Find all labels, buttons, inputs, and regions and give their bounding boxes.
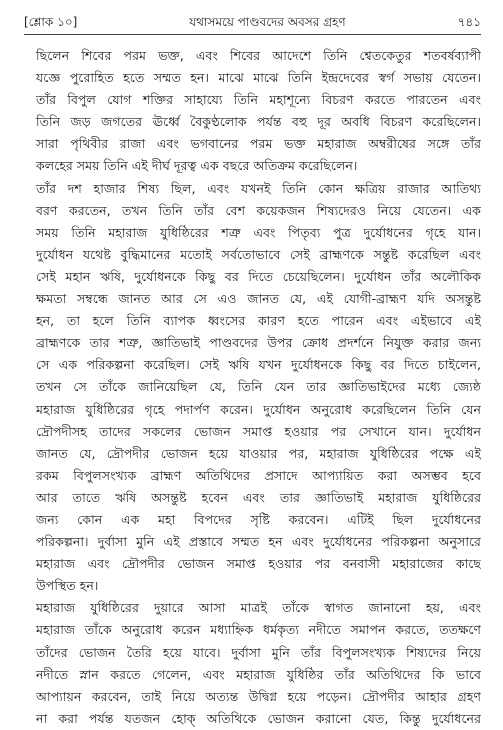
text-line: সারা পৃথিবীর রাজা এবং ভগবানের পরম ভক্ত মহারাজ অম্বরীষের সঙ্গে তাঁর bbox=[36, 136, 481, 152]
text-line: আপ্যায়ন করবেন, তাই নিয়ে অত্যন্ত উদ্বিগ্ন হয়ে পড়েন। দ্রৌপদীর আহার গ্রহণ bbox=[36, 688, 481, 704]
text-line: সেই মহান ঋষি, দুর্যোধনকে কিছু বর দিতে চেয়েছিলেন। দুর্যোধন তাঁর অলৌকিক bbox=[36, 268, 481, 284]
text-line: দ্রৌপদীসহ তাদের সকলের ভোজন সমাপ্ত হওয়ার পর সেখানে যান। দুর্যোধন bbox=[36, 423, 481, 439]
chapter-title: যথাসময়ে পাণ্ডবদের অবসর গ্রহণ bbox=[189, 15, 346, 29]
text-line: ছিলেন শিবের পরম ভক্ত, এবং শিবের আদেশে তিনি শ্বেতকেতুর শতবর্ষব্যাপী bbox=[36, 48, 481, 63]
text-line: সে এক পরিকল্পনা করেছিল। সেই ঋষি যখন দুর্যোধনকে কিছু বর দিতে চাইলেন, bbox=[36, 357, 481, 373]
paragraph-3 bbox=[24, 597, 481, 730]
text-line: না করা পর্যন্ত যতজন হোক্ অতিথিকে ভোজন করানো যেত, কিন্তু দুর্যোধনের bbox=[36, 710, 481, 726]
text-line: মহারাজ এবং দ্রৌপদীর ভোজন সমাপ্ত হওয়ার পর বনবাসী মহারাজের কাছে bbox=[36, 556, 481, 572]
text-line: বরণ করতেন, তখন তিনি তাঁর বেশ কয়েকজন শিষ্যদেরও নিয়ে যেতেন। এক bbox=[36, 202, 481, 218]
text-line: তিনি জড় জগতের ঊর্ধ্বে বৈকুণ্ঠলোক পর্যন্ত বহু দূর অবধি বিচরণ করেছিলেন। bbox=[36, 114, 481, 130]
text-line: মহারাজ তাঁকে অনুরোধ করেন মধ্যাহ্নিক ধর্মকৃত্য নদীতে সমাপন করতে, ততক্ষণে bbox=[36, 622, 481, 638]
paragraph-2 bbox=[24, 178, 481, 598]
text-line: তখন সে তাঁকে জানিয়েছিল যে, তিনি যেন তার জ্ঞাতিভাইদের মধ্যে জ্যেষ্ঠ bbox=[36, 379, 481, 395]
text-line: পরিকল্পনা। দুর্বাসা মুনি এই প্রস্তাবে সম্মত হন এবং দুর্যোধনের পরিকল্পনা অনুসারে bbox=[36, 534, 481, 550]
text-line: তাঁর বিপুল যোগ শক্তির সাহায্যে তিনি মহাশূন্যে বিচরণ করতে পারতেন এবং bbox=[36, 92, 481, 108]
text-line: কলহের সময় তিনি এই দীর্ঘ দূরত্ব এক বছরে অতিক্রম করেছিলেন। bbox=[36, 158, 358, 174]
text-line: ক্ষমতা সম্বন্ধে জানত আর সে এও জানত যে, এই যোগী-ব্রাহ্মণ যদি অসন্তুষ্ট bbox=[36, 291, 481, 307]
text-line: উপস্থিত হন। bbox=[36, 578, 99, 594]
text-line: তাঁদের ভোজন তৈরি হয়ে যাবে। দুর্বাসা মুনি তাঁর বিপুলসংখ্যক শিষ্যদের নিয়ে bbox=[36, 644, 481, 660]
running-header bbox=[24, 14, 481, 35]
verse-reference: [শ্লোক ১০] bbox=[24, 15, 78, 29]
text-line: মহারাজ যুধিষ্ঠিরের দুয়ারে আসা মাত্রই তাঁকে স্বাগত জানানো হয়, এবং bbox=[36, 600, 481, 616]
page-body bbox=[24, 45, 481, 730]
text-line: জন্য কোন এক মহা বিপদের সৃষ্টি করবেন। এটিই ছিল দুর্যোধনের bbox=[36, 511, 481, 527]
paragraph-1 bbox=[24, 45, 481, 178]
text-line: জানত যে, দ্রৌপদীর ভোজন হয়ে যাওয়ার পর, মহারাজ যুধিষ্ঠিরের পক্ষে এই bbox=[36, 445, 481, 461]
text-line: রকম বিপুলসংখ্যক ব্রাহ্মণ অতিথিদের প্রসাদে আপ্যায়িত করা অসম্ভব হবে bbox=[36, 467, 481, 483]
text-line: নদীতে স্নান করতে গেলেন, এবং মহারাজ যুধিষ্ঠির তাঁর অতিথিদের কি ভাবে bbox=[36, 666, 481, 682]
text-line: মহারাজ যুধিষ্ঠিরের গৃহে পদার্পণ করেন। দুর্যোধন অনুরোধ করেছিলেন তিনি যেন bbox=[36, 401, 481, 417]
text-line: তাঁর দশ হাজার শিষ্য ছিল, এবং যখনই তিনি কোন ক্ষত্রিয় রাজার আতিথ্য bbox=[36, 180, 481, 196]
text-line: যজ্ঞে পুরোহিত হতে সম্মত হন। মাঝে মাঝে তিনি ইন্দ্রদেবের স্বর্গ সভায় যেতেন। bbox=[36, 70, 481, 86]
text-line: সময় তিনি মহারাজ যুধিষ্ঠিরের শত্রু এবং পিতৃব্য পুত্র দুর্যোধনের গৃহে যান। bbox=[36, 224, 481, 240]
text-line: হন, তা হলে তিনি ব্যাপক ধ্বংসের কারণ হতে পারেন এবং এইভাবে এই bbox=[36, 313, 481, 329]
text-line: দুর্যোধন যথেষ্ট বুদ্ধিমানের মতোই সর্বতোভাবে সেই ব্রাহ্মণকে সন্তুষ্ট করেছিল এবং bbox=[36, 246, 481, 262]
page-number: ৭৪১ bbox=[457, 15, 481, 29]
text-line: আর তাতে ঋষি অসন্তুষ্ট হবেন এবং তার জ্ঞাতিভাই মহারাজ যুধিষ্ঠিরের bbox=[36, 489, 481, 505]
text-line: ব্রাহ্মণকে তার শত্রু, জ্ঞাতিভাই পাণ্ডবদের উপর ক্রোধ প্রদর্শনে নিযুক্ত করার জন্য bbox=[36, 335, 481, 351]
